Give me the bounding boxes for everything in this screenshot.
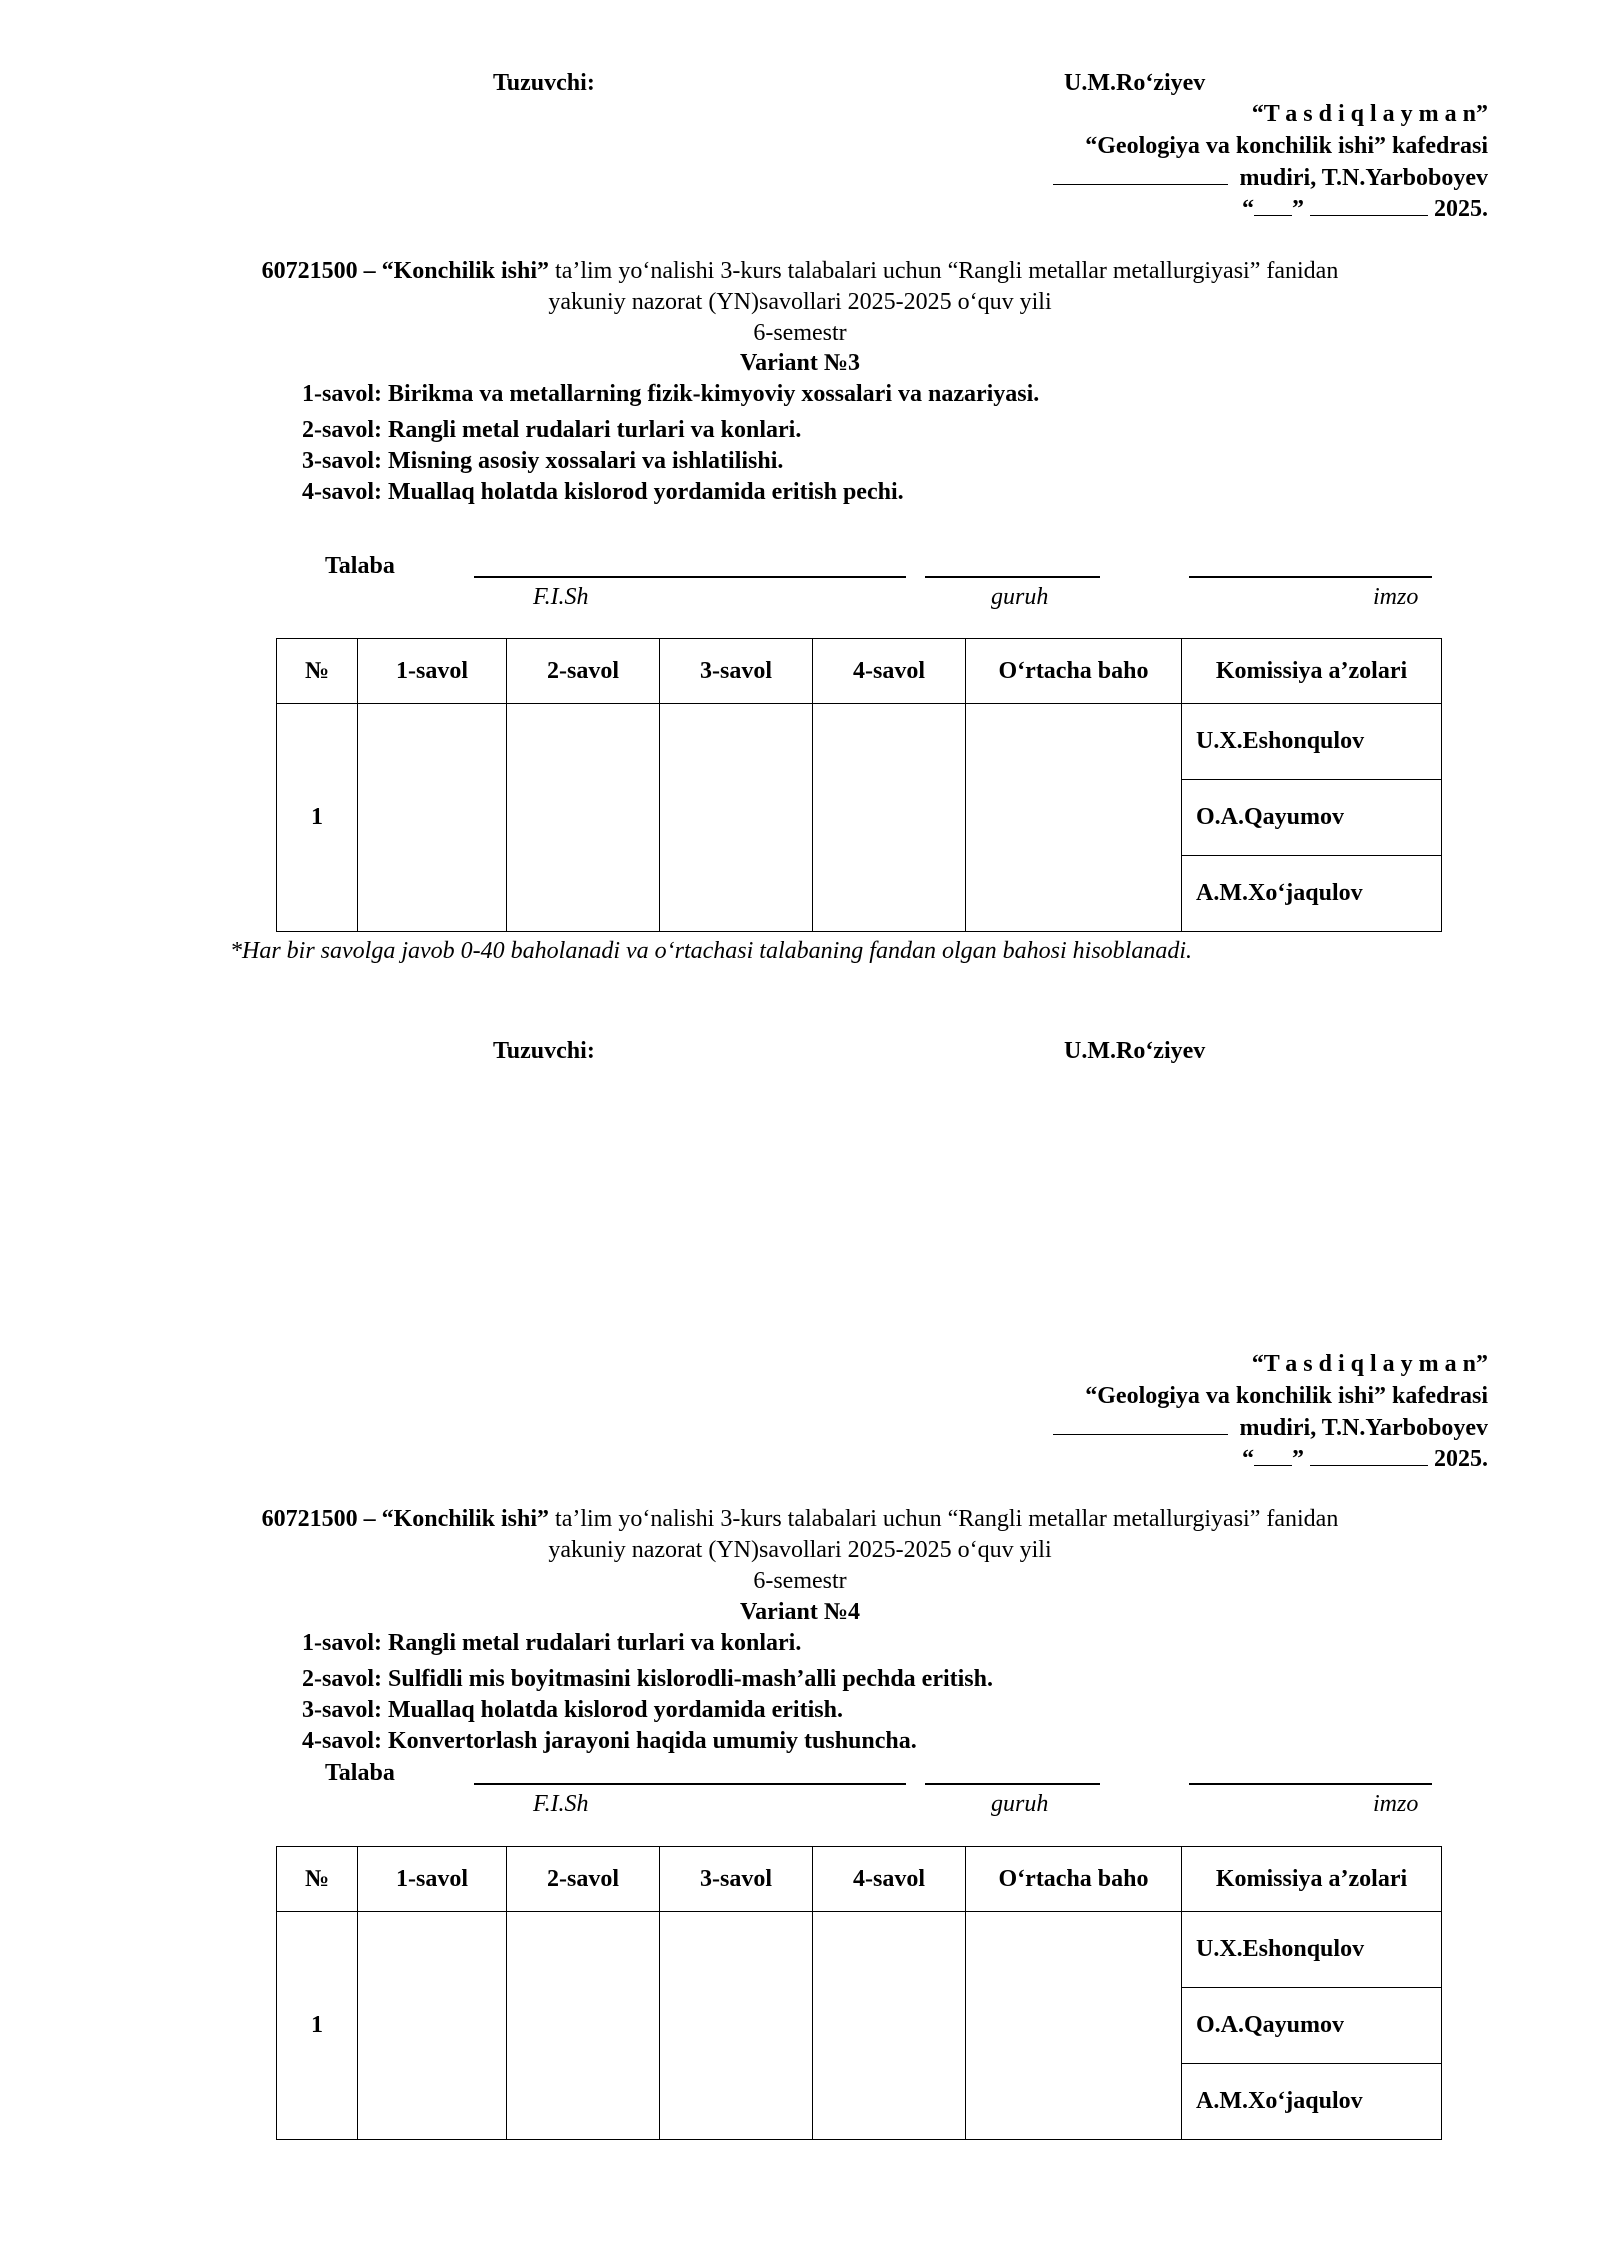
semester: 6-semestr xyxy=(753,1568,847,1594)
header-q2: 2-savol xyxy=(507,639,660,704)
q1-score-cell[interactable] xyxy=(358,704,507,932)
compiler-name: U.M.Ro‘ziyev xyxy=(1064,70,1206,96)
header-q4: 4-savol xyxy=(813,1847,966,1912)
commission-member: A.M.Xo‘jaqulov xyxy=(1182,856,1442,932)
student-name-line xyxy=(474,1783,906,1785)
average-score-cell[interactable] xyxy=(966,704,1182,932)
header-q1: 1-savol xyxy=(358,639,507,704)
grade-table xyxy=(276,638,1442,932)
question-4: 4-savol: Konvertorlash jarayoni haqida umumiy tushuncha. xyxy=(302,1728,917,1754)
header-commission: Komissiya a’zolari xyxy=(1182,1847,1442,1912)
group-caption: guruh xyxy=(991,1791,1049,1817)
commission-member: A.M.Xo‘jaqulov xyxy=(1182,2064,1442,2140)
table-header-row xyxy=(277,639,1442,704)
row-number: 1 xyxy=(277,1912,358,2140)
course-header-line2: yakuniy nazorat (YN)savollari 2025-2025 o‘quv yili xyxy=(548,1537,1052,1563)
average-score-cell[interactable] xyxy=(966,1912,1182,2140)
question-1: 1-savol: Rangli metal rudalari turlari va konlari. xyxy=(302,1630,802,1656)
question-3: 3-savol: Muallaq holatda kislorod yordamida eritish. xyxy=(302,1697,843,1723)
commission-member: U.X.Eshonqulov xyxy=(1182,1912,1442,1988)
approval-title: “T a s d i q l a y m a n” xyxy=(1251,1351,1488,1377)
approval-head: mudiri, T.N.Yarboboyev xyxy=(1053,163,1488,193)
q3-score-cell[interactable] xyxy=(660,704,813,932)
header-q3: 3-savol xyxy=(660,639,813,704)
header-q3: 3-savol xyxy=(660,1847,813,1912)
q4-score-cell[interactable] xyxy=(813,1912,966,2140)
approval-date: “ ” 2025. xyxy=(1242,196,1488,222)
grade-table xyxy=(276,1846,1442,2140)
student-group-line xyxy=(925,576,1100,578)
table-row xyxy=(277,704,1442,780)
q2-score-cell[interactable] xyxy=(507,704,660,932)
compiler-label: Tuzuvchi: xyxy=(493,1038,595,1064)
header-q4: 4-savol xyxy=(813,639,966,704)
header-average: O‘rtacha baho xyxy=(966,1847,1182,1912)
approval-head: mudiri, T.N.Yarboboyev xyxy=(1053,1413,1488,1443)
commission-member: U.X.Eshonqulov xyxy=(1182,704,1442,780)
course-header-line2: yakuniy nazorat (YN)savollari 2025-2025 o‘quv yili xyxy=(548,289,1052,315)
question-2: 2-savol: Rangli metal rudalari turlari va konlari. xyxy=(302,417,802,443)
signature-caption: imzo xyxy=(1373,1791,1419,1817)
approval-title: “T a s d i q l a y m a n” xyxy=(1251,101,1488,127)
student-name-line xyxy=(474,576,906,578)
student-label: Talaba xyxy=(325,553,395,579)
q1-score-cell[interactable] xyxy=(358,1912,507,2140)
student-label: Talaba xyxy=(325,1760,395,1786)
table-header-row xyxy=(277,1847,1442,1912)
variant-title: Variant №4 xyxy=(740,1599,860,1625)
compiler-name: U.M.Ro‘ziyev xyxy=(1064,1038,1206,1064)
day-blank xyxy=(1254,1445,1292,1466)
signature-blank xyxy=(1053,1414,1228,1435)
month-blank xyxy=(1310,195,1428,216)
month-blank xyxy=(1310,1445,1428,1466)
course-header-line1: 60721500 – “Konchilik ishi” ta’lim yo‘nalishi 3-kurs talabalari uchun “Rangli metallar metallurgiyasi” fanidan xyxy=(261,258,1339,284)
table-row xyxy=(277,1912,1442,1988)
group-caption: guruh xyxy=(991,584,1049,610)
footnote: *Har bir savolga javob 0-40 baholanadi va o‘rtachasi talabaning fandan olgan bahosi hisoblanadi. xyxy=(230,938,1192,964)
fio-caption: F.I.Sh xyxy=(533,1791,589,1817)
question-1: 1-savol: Birikma va metallarning fizik-kimyoviy xossalari va nazariyasi. xyxy=(302,381,1040,407)
day-blank xyxy=(1254,195,1292,216)
header-average: O‘rtacha baho xyxy=(966,639,1182,704)
signature-blank xyxy=(1053,164,1228,185)
commission-member: O.A.Qayumov xyxy=(1182,1988,1442,2064)
commission-member: O.A.Qayumov xyxy=(1182,780,1442,856)
fio-caption: F.I.Sh xyxy=(533,584,589,610)
semester: 6-semestr xyxy=(753,320,847,346)
question-4: 4-savol: Muallaq holatda kislorod yordamida eritish pechi. xyxy=(302,479,904,505)
signature-caption: imzo xyxy=(1373,584,1419,610)
header-q2: 2-savol xyxy=(507,1847,660,1912)
variant-title: Variant №3 xyxy=(740,350,860,376)
course-header-line1: 60721500 – “Konchilik ishi” ta’lim yo‘nalishi 3-kurs talabalari uchun “Rangli metallar metallurgiyasi” fanidan xyxy=(261,1506,1339,1532)
header-number: № xyxy=(277,1847,358,1912)
q3-score-cell[interactable] xyxy=(660,1912,813,2140)
student-signature-line xyxy=(1189,576,1432,578)
header-commission: Komissiya a’zolari xyxy=(1182,639,1442,704)
approval-date: “ ” 2025. xyxy=(1242,1446,1488,1472)
q2-score-cell[interactable] xyxy=(507,1912,660,2140)
student-signature-line xyxy=(1189,1783,1432,1785)
header-number: № xyxy=(277,639,358,704)
student-group-line xyxy=(925,1783,1100,1785)
header-q1: 1-savol xyxy=(358,1847,507,1912)
q4-score-cell[interactable] xyxy=(813,704,966,932)
question-2: 2-savol: Sulfidli mis boyitmasini kislorodli-mash’alli pechda eritish. xyxy=(302,1666,993,1692)
compiler-label: Tuzuvchi: xyxy=(493,70,595,96)
question-3: 3-savol: Misning asosiy xossalari va ishlatilishi. xyxy=(302,448,784,474)
approval-department: “Geologiya va konchilik ishi” kafedrasi xyxy=(1085,1383,1488,1409)
approval-department: “Geologiya va konchilik ishi” kafedrasi xyxy=(1085,133,1488,159)
row-number: 1 xyxy=(277,704,358,932)
